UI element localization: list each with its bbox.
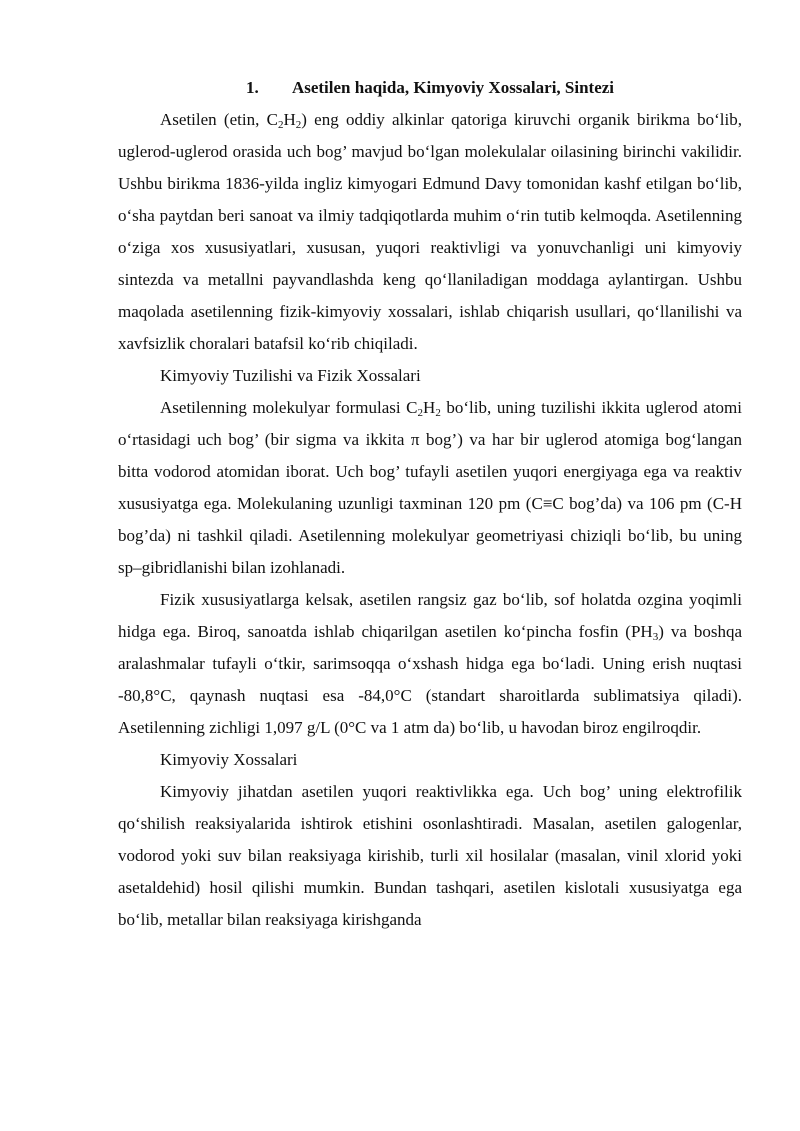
paragraph-intro	[118, 104, 742, 360]
subscript: 2	[435, 407, 441, 419]
subheading-chemical: Kimyoviy Xossalari	[160, 750, 298, 769]
text-run: ) eng oddiy alkinlar qatoriga kiruvchi organik birikma bo‘lib, uglerod-uglerod orasida uch bog’ mavjud bo‘lgan molekulalar oilasining birinchi vakilidir. Ushbu birikma 1836-yilda ingliz kimyogari Edmund Davy tomonidan kashf etilgan bo‘lib, o‘sha paytdan beri sanoat va ilmiy tadqiqotlarda muhim o‘rin tutib kelmoqda. Asetilenning o‘ziga xos xususiyatlari, xususan, yuqori reaktivligi va yonuvchanligi uni kimyoviy sintezda va metallni payvandlashda keng qo‘llaniladigan moddaga aylantirgan. Ushbu maqolada asetilenning fizik-kimyoviy xossalari, ishlab chiqarish usullari, qo‘llanilishi va xavfsizlik choralari batafsil ko‘rib chiqiladi.	[118, 110, 742, 353]
subscript: 2	[417, 407, 424, 419]
paragraph-structure	[118, 392, 742, 584]
document-page	[118, 72, 742, 936]
text-run: Asetilen (etin, C	[160, 110, 278, 129]
subheading-structure: Kimyoviy Tuzilishi va Fizik Xossalari	[160, 366, 421, 385]
section-number: 1.	[245, 78, 259, 97]
section-heading	[118, 72, 742, 104]
section-title: Asetilen haqida, Kimyoviy Xossalari, Sintezi	[291, 78, 615, 97]
text-run: H	[423, 398, 436, 417]
text-run: bo‘lib, uning tuzilishi ikkita uglerod atomi o‘rtasidagi uch bog’ (bir sigma va ikkita π bog’) va har bir uglerod atomiga bog‘langan bitta vodorod atomidan iborat. Uch bog’ tufayli asetilen yuqori energiyaga ega va reaktiv xususiyatga ega. Molekulaning uzunligi taxminan 120 pm (C≡C bog’da) va 106 pm (C-H bog’da) ni tashkil qiladi. Asetilenning molekulyar geometriyasi chiziqli bo‘lib, bu uning sp–gibridlanishi bilan izohlanadi.	[118, 398, 742, 577]
subscript: 2	[277, 119, 284, 131]
subscript: 2	[295, 119, 302, 131]
paragraph-chemical: Kimyoviy jihatdan asetilen yuqori reaktivlikka ega. Uch bog’ uning elektrofilik qo‘shilish reaksiyalarida ishtirok etishini osonlashtiradi. Masalan, asetilen galogenlar, vodorod yoki suv bilan reaksiyaga kirishib, turli xil hosilalar (masalan, vinil xlorid yoki asetaldehid) hosil qilishi mumkin. Bundan tashqari, asetilen kislotali xususiyatga ega bo‘lib, metallar bilan reaksiyaga kirishganda	[118, 782, 742, 929]
text-run: Fizik xususiyatlarga kelsak, asetilen rangsiz gaz bo‘lib, sof holatda ozgina yoqimli hidga ega. Biroq, sanoatda ishlab chiqarilgan asetilen ko‘pincha fosfin (PH	[118, 590, 742, 641]
text-run: H	[283, 110, 296, 129]
subscript: 3	[652, 631, 659, 643]
text-run: ) va boshqa aralashmalar tufayli o‘tkir, sarimsoqqa o‘xshash hidga ega bo‘ladi. Uning erish nuqtasi -80,8°C, qaynash nuqtasi esa -84,0°C (standart sharoitlarda sublimatsiya qiladi). Asetilenning zichligi 1,097 g/L (0°C va 1 atm da) bo‘lib, u havodan biroz engilroqdir.	[118, 622, 742, 737]
text-run: Asetilenning molekulyar formulasi C	[160, 398, 418, 417]
paragraph-physical	[118, 584, 742, 744]
